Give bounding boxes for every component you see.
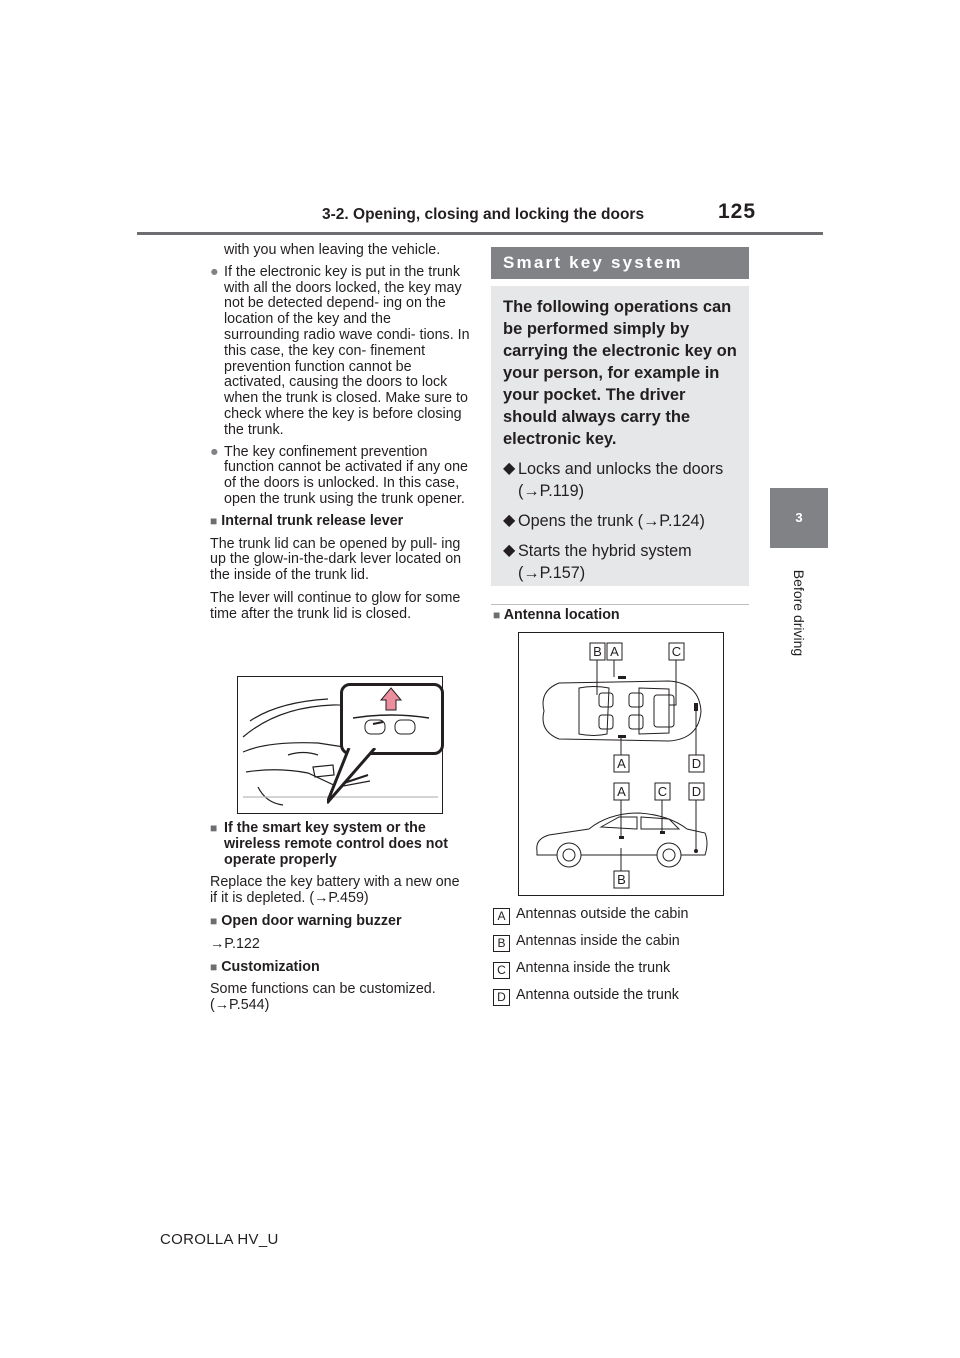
bullet-icon: ●: [210, 443, 219, 460]
svg-text:A: A: [610, 644, 619, 659]
legend-key: C: [493, 962, 510, 979]
square-icon: ■: [493, 608, 501, 622]
zoom-callout: [340, 683, 444, 755]
chapter-tab-label: Before driving: [791, 569, 807, 657]
feature-item: ◆ Locks and unlocks the doors (→P.119): [503, 459, 724, 500]
legend-item: A Antennas outside the cabin: [493, 906, 688, 925]
bullet-icon: ●: [210, 263, 219, 280]
diamond-icon: ◆: [503, 541, 516, 559]
subheading-antenna: ■ Antenna location: [493, 607, 620, 623]
subheading-smart-key: ■ If the smart key system or the wireless remote control does not operate properly: [210, 820, 449, 868]
callout-pointer: [327, 748, 437, 808]
paragraph: Some functions can be customized. (→P.544): [210, 981, 436, 1014]
antenna-diagram-svg: [519, 633, 723, 895]
square-icon: ■: [210, 959, 218, 974]
bullet-item: ● If the electronic key is put in the trunk with all the doors locked, the key may not be detected depend- ing on the location of the key and the surrounding radio wave condi- tions. In this case, the key con- finement prevention function cannot be activated, causing the doors to lock when the trunk is closed. Make sure to check where the key is before closing the trunk.: [210, 263, 470, 438]
paragraph: Replace the key battery with a new one if it is depleted. (→P.459): [210, 874, 460, 907]
svg-text:A: A: [617, 784, 626, 799]
legend-item: C Antenna inside the trunk: [493, 960, 670, 979]
left-column-lower: [210, 821, 470, 1014]
svg-text:B: B: [617, 872, 626, 887]
summary-intro: The following operations can be performed simply by carrying the electronic key on your person, for example in your pocket. The driver should always carry the electronic key.: [503, 298, 737, 448]
page-number: 125: [718, 200, 757, 223]
svg-text:D: D: [691, 784, 702, 799]
legend-item: D Antenna outside the trunk: [493, 987, 679, 1006]
svg-text:C: C: [657, 784, 668, 799]
section-title: Smart key system: [491, 247, 749, 279]
square-icon: ■: [210, 913, 218, 928]
paragraph: The trunk lid can be opened by pull- ing up the glow-in-the-dark lever located on the inside of the trunk lid.: [210, 535, 462, 584]
section-header: 3-2. Opening, closing and locking the doors: [322, 206, 645, 223]
feature-item: ◆ Starts the hybrid system (→P.157): [503, 541, 692, 582]
release-lever-closeup: [343, 686, 441, 752]
square-icon: ■: [210, 821, 218, 835]
feature-item: ◆ Opens the trunk (→P.124): [503, 511, 705, 530]
bullet-item: ● The key confinement prevention function cannot be activated if any one of the doors is unlocked. In this case, open the trunk using the trunk opener.: [210, 443, 469, 507]
up-arrow-icon: [381, 688, 401, 710]
legend-key: D: [493, 989, 510, 1006]
subheading-buzzer: ■ Open door warning buzzer: [210, 912, 402, 929]
subheading-internal-lever: ■ Internal trunk release lever: [210, 512, 404, 529]
legend-item: B Antennas inside the cabin: [493, 933, 680, 952]
header-rule: [137, 232, 823, 235]
summary-box: [491, 286, 749, 586]
divider: [491, 604, 749, 605]
footer-model: COROLLA HV_U: [160, 1231, 279, 1248]
svg-text:B: B: [593, 644, 602, 659]
diagram-labels: [593, 644, 701, 887]
subheading-customization: ■ Customization: [210, 958, 320, 975]
left-column: [210, 243, 470, 623]
diamond-icon: ◆: [503, 459, 516, 477]
svg-text:D: D: [691, 756, 702, 771]
square-icon: ■: [210, 513, 218, 528]
legend-key: A: [493, 908, 510, 925]
antenna-location-diagram: [518, 632, 724, 896]
page-reference[interactable]: →P.122: [210, 935, 260, 952]
legend-key: B: [493, 935, 510, 952]
svg-text:A: A: [617, 756, 626, 771]
chapter-tab[interactable]: 3: [770, 488, 828, 548]
paragraph: The lever will continue to glow for some time after the trunk lid is closed.: [210, 589, 461, 622]
diamond-icon: ◆: [503, 511, 516, 529]
continued-text: with you when leaving the vehicle.: [224, 242, 441, 258]
svg-text:C: C: [671, 644, 682, 659]
